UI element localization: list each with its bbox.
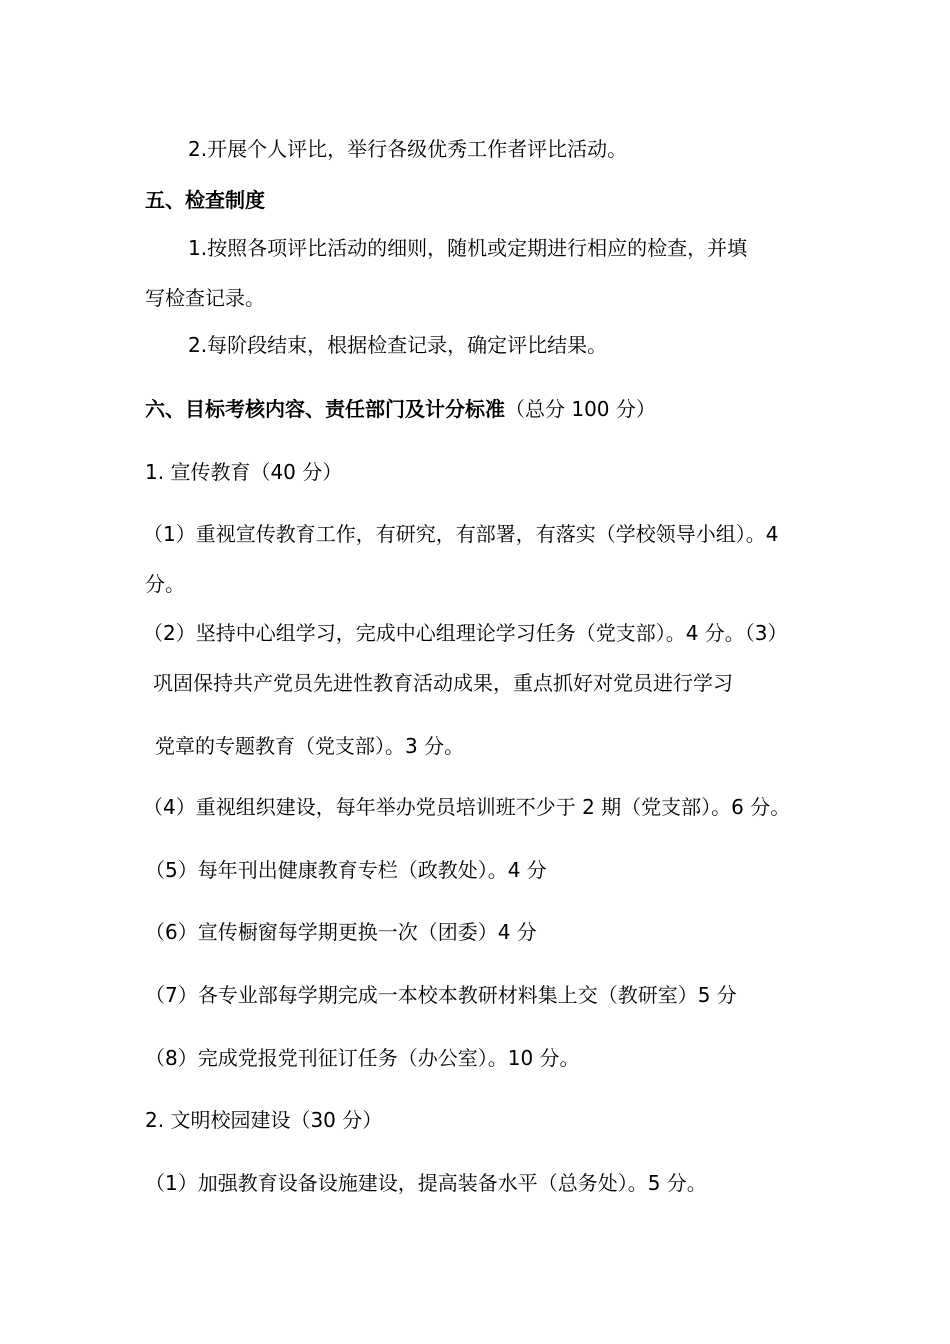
list-item: （5）每年刊出健康教育专栏（政教处）。4 分 (145, 858, 547, 882)
list-item-continuation: 巩固保持共产党员先进性教育活动成果，重点抓好对党员进行学习 (153, 671, 733, 695)
list-item-continuation: 党章的专题教育（党支部）。3 分。 (155, 734, 465, 758)
list-item: （7）各专业部每学期完成一本校本教研材料集上交（教研室）5 分 (145, 983, 737, 1007)
list-item: （1）加强教育设备设施建设，提高装备水平（总务处）。5 分。 (145, 1171, 707, 1195)
paragraph-line: 2.开展个人评比，举行各级优秀工作者评比活动。 (188, 137, 628, 161)
paragraph-line: 1.按照各项评比活动的细则，随机或定期进行相应的检查，并填 (188, 236, 748, 260)
list-item: （6）宣传橱窗每学期更换一次（团委）4 分 (145, 920, 537, 944)
list-item: （8）完成党报党刊征订任务（办公室）。10 分。 (145, 1046, 580, 1070)
subsection-heading: 2. 文明校园建设（30 分） (145, 1108, 383, 1132)
paragraph-line: 写检查记录。 (145, 286, 265, 310)
list-item: （2）坚持中心组学习，完成中心组理论学习任务（党支部）。4 分。（3） (143, 621, 788, 645)
section-heading: 五、检查制度 (145, 188, 265, 212)
list-item: （4）重视组织建设，每年举办党员培训班不少于 2 期（党支部）。6 分。 (143, 795, 791, 819)
subsection-heading: 1. 宣传教育（40 分） (145, 460, 343, 484)
section-heading (145, 397, 656, 421)
list-item: （1）重视宣传教育工作，有研究，有部署，有落实（学校领导小组）。4 (143, 522, 779, 546)
section-heading-text: 六、目标考核内容、责任部门及计分标准 (145, 397, 505, 421)
list-item-continuation: 分。 (145, 572, 185, 596)
section-heading-total: （总分 100 分） (505, 397, 656, 421)
paragraph-line: 2.每阶段结束，根据检查记录，确定评比结果。 (188, 333, 608, 357)
